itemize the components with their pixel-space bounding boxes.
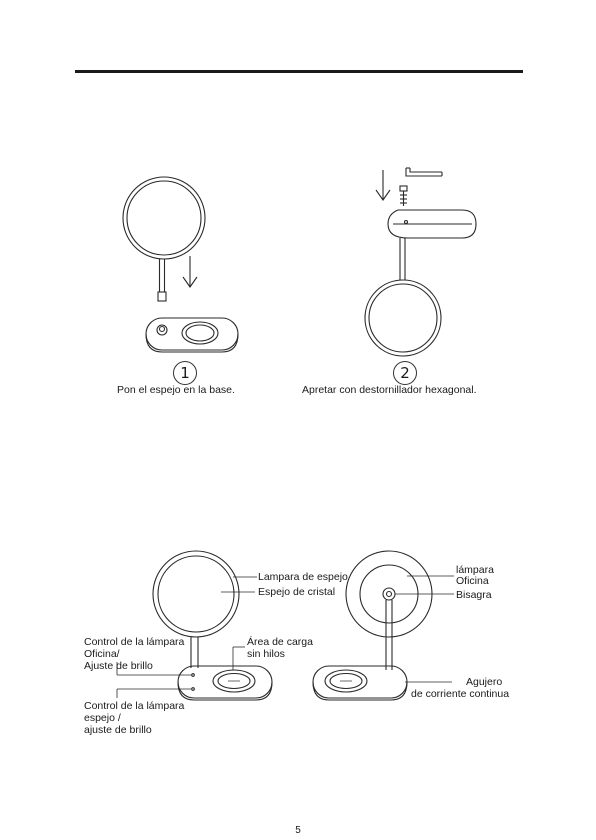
label-dc-hole-line2: de corriente continua	[411, 688, 510, 700]
step2-base-illustration	[388, 210, 476, 238]
page-number: 5	[295, 825, 301, 836]
hex-key-icon	[406, 168, 442, 176]
label-office-control-line1: Control de la lámpara	[84, 636, 185, 648]
step-number-1: 1	[173, 361, 197, 385]
label-mirror-control-line3: ajuste de brillo	[84, 724, 152, 736]
label-lamp-mirror: Lampara de espejo	[258, 571, 348, 583]
label-hinge: Bisagra	[456, 589, 492, 601]
step-number-2: 2	[393, 361, 417, 385]
label-charging-line1: Área de carga	[247, 636, 313, 648]
step-caption-1: Pon el espejo en la base.	[117, 384, 235, 396]
step2-mirror-illustration	[365, 238, 441, 356]
label-mirror-control-line2: espejo /	[84, 712, 121, 724]
label-charging-line2: sin hilos	[247, 648, 285, 660]
step-caption-2: Apretar con destornillador hexagonal.	[302, 384, 477, 396]
screw-icon	[400, 186, 407, 206]
label-office-lamp-line2: Oficina	[456, 575, 489, 587]
step1-base-illustration	[146, 318, 238, 352]
step2-down-arrow-icon	[376, 170, 390, 200]
step1-down-arrow-icon	[183, 256, 197, 287]
label-glass-mirror: Espejo de cristal	[258, 586, 336, 598]
label-office-control-line2: Oficina/	[84, 648, 120, 660]
label-mirror-control-line1: Control de la lámpara	[84, 700, 185, 712]
label-office-control-line3: Ajuste de brillo	[84, 660, 153, 672]
label-dc-hole-line1: Agujero	[466, 676, 503, 688]
front-view-illustration	[153, 551, 272, 700]
label-office-lamp-line1: lámpara	[456, 564, 494, 576]
